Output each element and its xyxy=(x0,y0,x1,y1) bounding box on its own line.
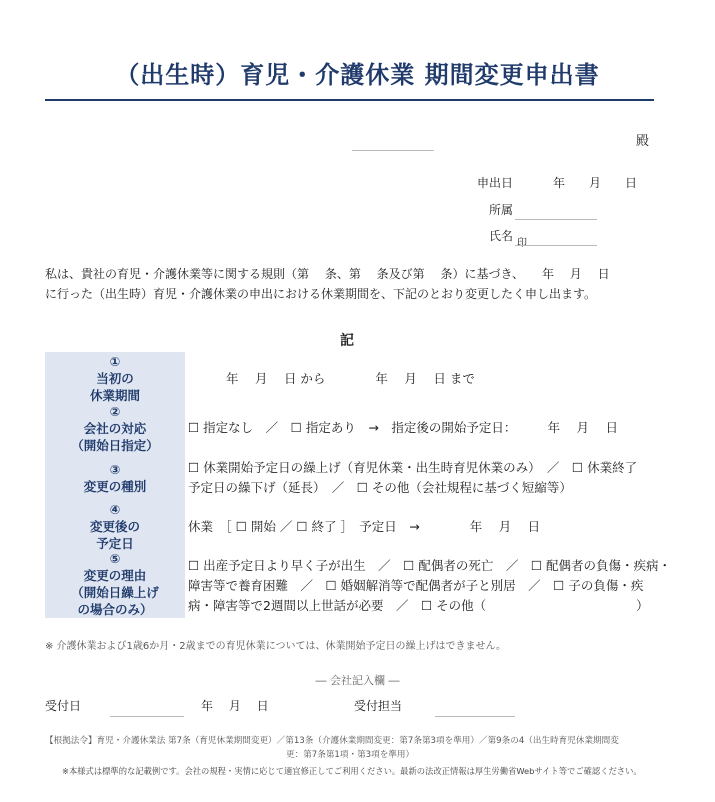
row-number: ② xyxy=(109,404,121,419)
row-value-new-date[interactable]: 休業 ［ ☐ 開始 ／ ☐ 終了 ］ 予定日 → 年 月 日 xyxy=(188,519,541,534)
row-label-line: （開始日繰上げ xyxy=(71,585,159,600)
date-label: 申出日 xyxy=(477,176,514,190)
row-label-line: 会社の対応 xyxy=(83,421,147,436)
row-label-line: 当初の xyxy=(96,371,134,386)
row-label-line: 休業期間 xyxy=(89,388,140,403)
received-date-label: 受付日 xyxy=(45,699,82,713)
affiliation-field[interactable] xyxy=(515,219,597,220)
disclaimer: ※本様式は標準的な記載例です。会社の規程・実情に応じて適宜修正してご利用ください。最新の法改正情報は厚生労働省Webサイト等でご確認ください。 xyxy=(62,766,642,776)
date-value: 年 月 日 xyxy=(553,176,638,190)
statement-line-2: に行った（出生時）育児・介護休業の申出における休業期間を、下記のとおり変更したく申し出ます。 xyxy=(45,287,597,301)
legal-basis-line-2: 更：第7条第1項・第3項を準用） xyxy=(286,750,415,760)
row-value-change-reason-2[interactable]: 障害等で養育困難 ／ ☐ 婚姻解消等で配偶者が子と別居 ／ ☐ 子の負傷・疾 xyxy=(188,578,644,593)
name-field[interactable] xyxy=(515,245,597,246)
row-value-change-reason-1[interactable]: ☐ 出産予定日より早く子が出生 ／ ☐ 配偶者の死亡 ／ ☐ 配偶者の負傷・疾病・ xyxy=(188,558,672,573)
row-number: ③ xyxy=(109,462,121,477)
received-date-value: 年 月 日 xyxy=(201,699,269,713)
page-title: （出生時）育児・介護休業 期間変更申出書 xyxy=(115,61,600,89)
name-label: 氏名 xyxy=(489,229,514,243)
row-label-change-type xyxy=(45,461,185,495)
title-divider xyxy=(45,99,654,101)
addressee-field[interactable] xyxy=(352,150,434,151)
row-value-change-reason-3[interactable]: 病・障害等で2週間以上世話が必要 ／ ☐ その他（ ） xyxy=(188,598,649,613)
statement-line-1: 私は、貴社の育児・介護休業等に関する規則（第 条、第 条及び第 条）に基づき、 年 月 日 xyxy=(45,267,610,281)
row-label-new-date xyxy=(45,501,185,552)
row-label-line: の場合のみ） xyxy=(77,602,153,617)
row-number: ⑤ xyxy=(109,551,121,566)
row-value-change-type-2[interactable]: 予定日の繰下げ（延長） ／ ☐ その他（会社規程に基づく短縮等） xyxy=(188,480,572,495)
ki-heading: 記 xyxy=(340,333,354,349)
row-label-line: 変更の種別 xyxy=(83,479,147,494)
row-value-change-type-1[interactable]: ☐ 休業開始予定日の繰上げ（育児休業・出生時育児休業のみ） ／ ☐ 休業終了 xyxy=(188,460,638,475)
addressee-suffix: 殿 xyxy=(636,134,650,149)
row-value-original-period: 年 月 日 から 年 月 日 まで xyxy=(226,371,475,386)
handler-label: 受付担当 xyxy=(354,699,403,713)
row-label-original-period xyxy=(45,353,185,404)
row-label-change-reason xyxy=(45,550,185,618)
row-value-company-response[interactable]: ☐ 指定なし ／ ☐ 指定あり → 指定後の開始予定日： 年 月 日 xyxy=(188,420,619,435)
seal-mark: 印 xyxy=(517,238,527,249)
row-label-line: 変更後の xyxy=(89,519,140,534)
affiliation-label: 所属 xyxy=(489,203,514,217)
note-text: ※ 介護休業および1歳6か月・2歳までの育児休業については、休業開始予定日の繰上げはできません。 xyxy=(45,641,507,652)
row-label-line: 変更の理由 xyxy=(83,568,147,583)
row-label-line: 予定日 xyxy=(96,536,134,551)
handler-field[interactable] xyxy=(435,716,515,717)
company-heading: ― 会社記入欄 ― xyxy=(315,674,400,687)
received-date-field[interactable] xyxy=(110,716,184,717)
row-label-line: （開始日指定） xyxy=(71,438,159,453)
row-label-company-response xyxy=(45,403,185,454)
row-number: ① xyxy=(109,354,121,369)
legal-basis-line-1: 【根拠法令】育児・介護休業法 第7条（育児休業期間変更）／第13条（介護休業期間変更：第7条第3項を準用）／第9条の4（出生時育児休業期間変 xyxy=(45,736,619,746)
row-number: ④ xyxy=(109,502,121,517)
